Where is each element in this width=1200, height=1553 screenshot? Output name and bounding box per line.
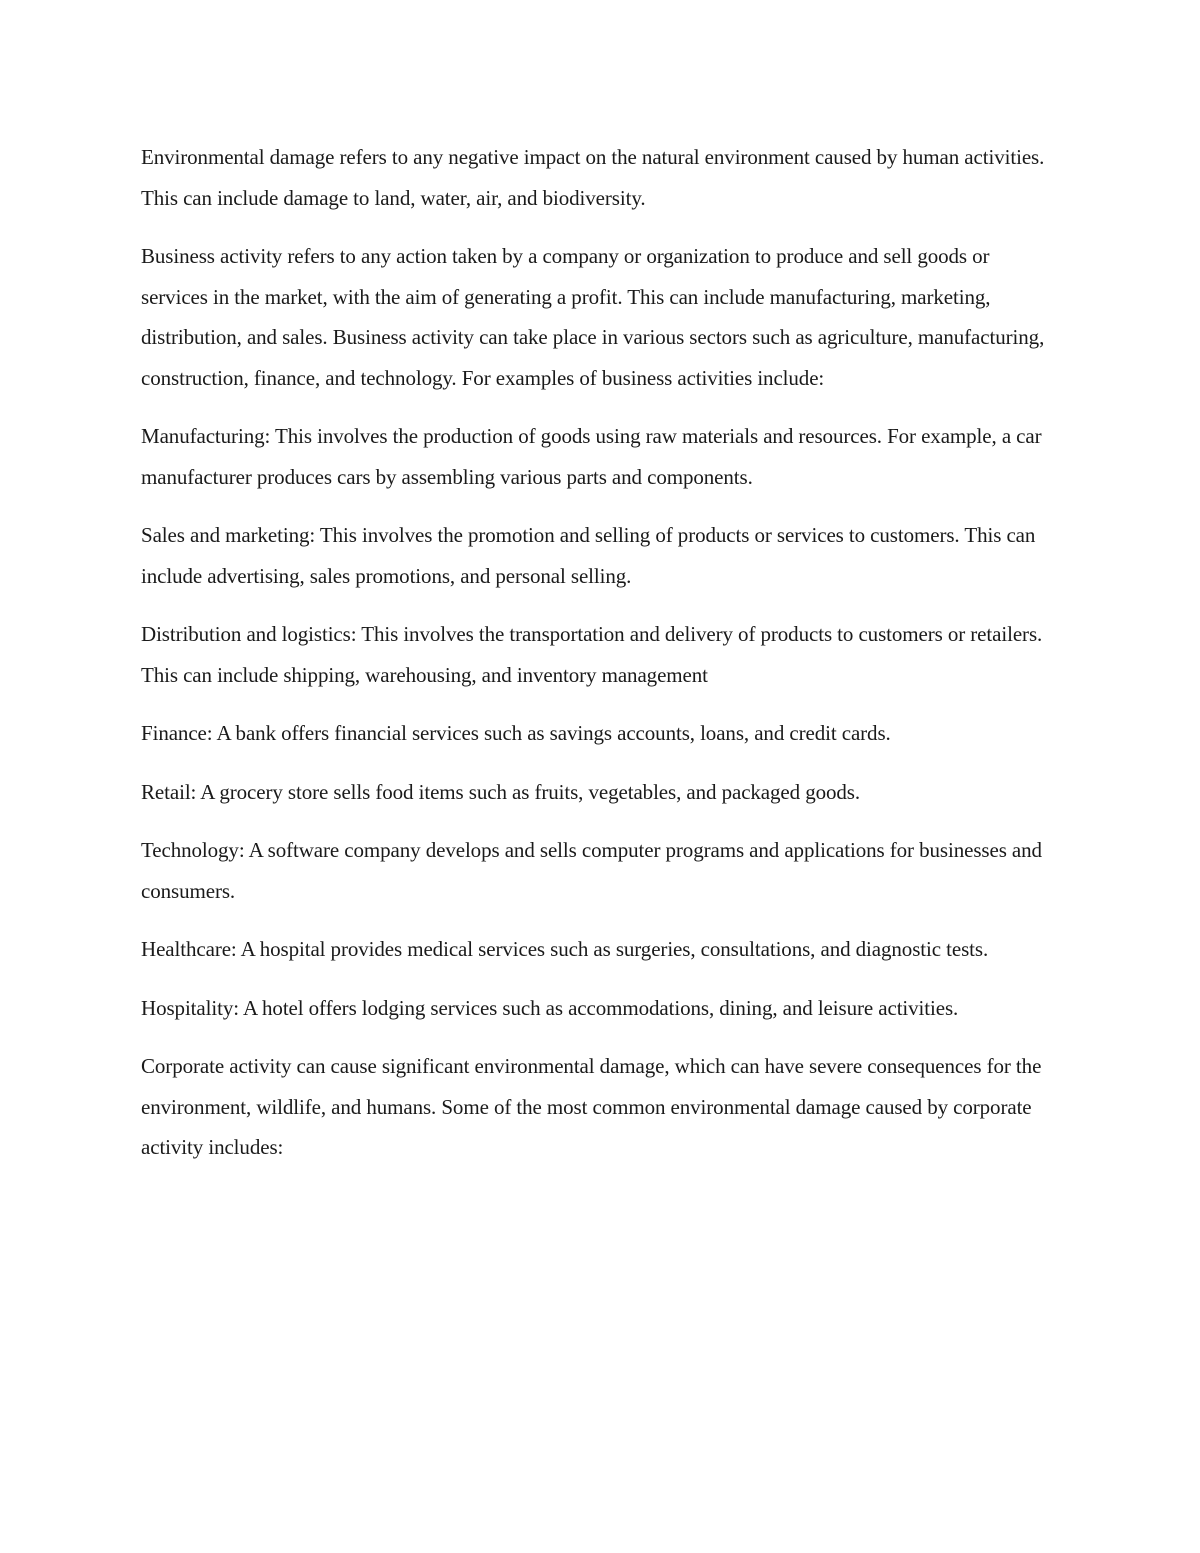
paragraph-sales-marketing: Sales and marketing: This involves the promotion and selling of products or services to customers. This can include advertising, sales promotions, and personal selling. xyxy=(141,523,1036,588)
paragraph-manufacturing: Manufacturing: This involves the production of goods using raw materials and resources. For example, a car manufacturer produces cars by assembling various parts and components. xyxy=(141,424,1042,489)
document-body xyxy=(141,137,1056,1186)
paragraph-distribution-logistics: Distribution and logistics: This involves the transportation and delivery of products to customers or retailers. This can include shipping, warehousing, and inventory management xyxy=(141,622,1043,687)
paragraph-business-activity-definition: Business activity refers to any action taken by a company or organization to produce and sell goods or services in the market, with the aim of generating a profit. This can include manufacturing, marketing, distribution, and sales. Business activity can take place in various sectors such as agriculture, manufacturing, construction, finance, and technology. For examples of business activities include: xyxy=(141,244,1045,390)
paragraph-retail: Retail: A grocery store sells food items such as fruits, vegetables, and packaged goods. xyxy=(141,779,861,804)
paragraph-hospitality: Hospitality: A hotel offers lodging services such as accommodations, dining, and leisure activities. xyxy=(141,995,959,1020)
paragraph-technology: Technology: A software company develops and sells computer programs and applications for businesses and consumers. xyxy=(141,838,1042,903)
paragraph-healthcare: Healthcare: A hospital provides medical services such as surgeries, consultations, and diagnostic tests. xyxy=(141,937,989,961)
paragraph-finance: Finance: A bank offers financial services such as savings accounts, loans, and credit cards. xyxy=(141,721,891,745)
paragraph-corporate-activity: Corporate activity can cause significant environmental damage, which can have severe consequences for the environment, wildlife, and humans. Some of the most common environmental damage caused by corporate activity includes: xyxy=(141,1054,1042,1159)
paragraph-environmental-damage-definition: Environmental damage refers to any negative impact on the natural environment caused by human activities. This can include damage to land, water, air, and biodiversity. xyxy=(141,145,1045,210)
